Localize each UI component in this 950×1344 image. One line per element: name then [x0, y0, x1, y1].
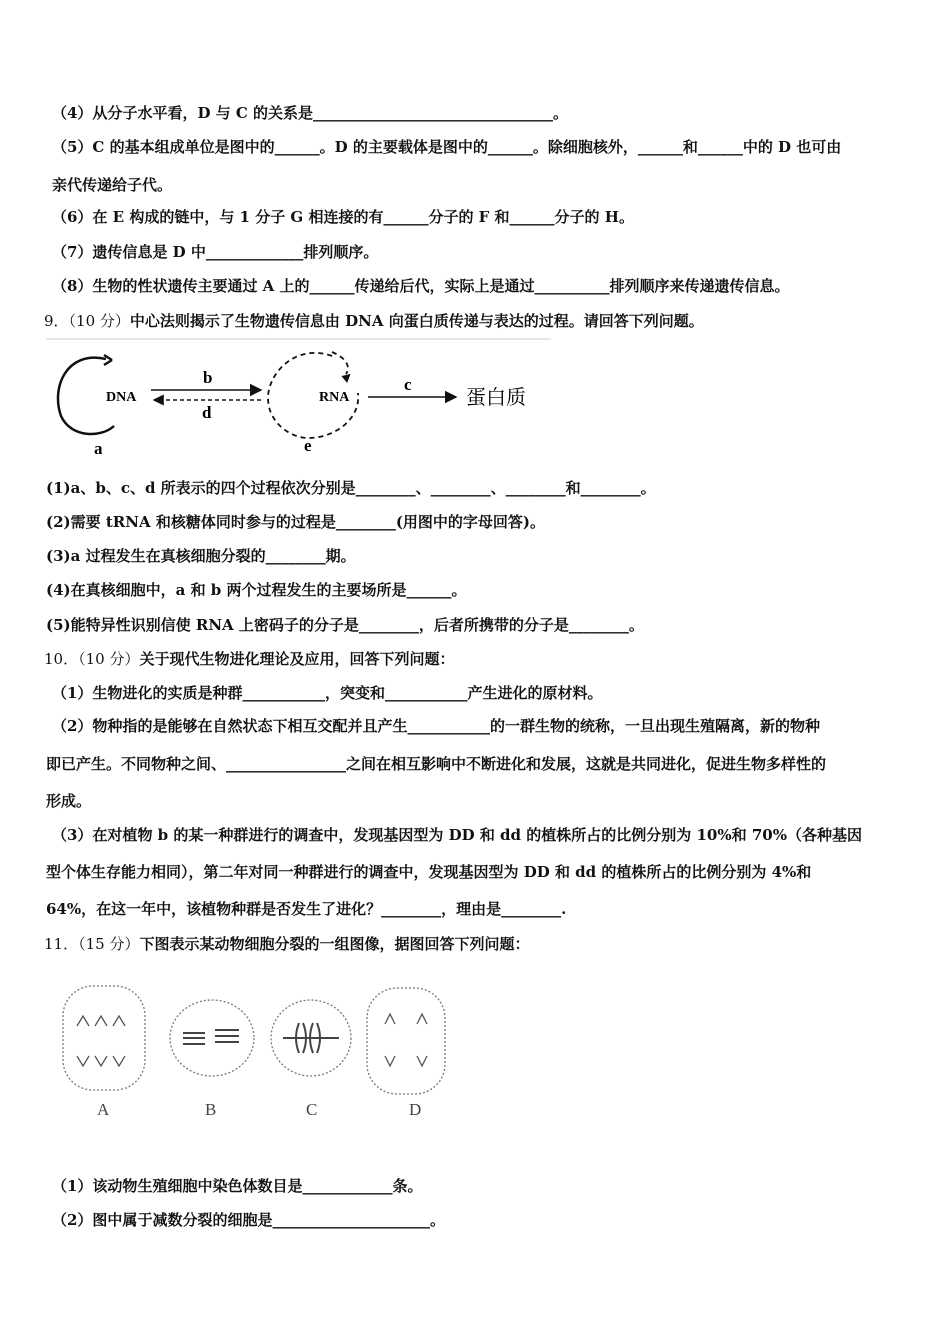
dna-label: DNA	[106, 390, 137, 405]
q11-stem-text: 下图表示某动物细胞分裂的一组图像，据图回答下列问题：	[139, 935, 530, 953]
cell-label-a: A	[97, 1100, 110, 1119]
cell-d-chromosomes	[385, 1014, 427, 1066]
q8-sub5-cont: 亲代传递给子代。	[52, 176, 173, 194]
q10-sub3-end: 64%，在这一年中，该植物种群是否发生了进化？________，理由是________.	[46, 900, 567, 918]
q10-sub3-cont: 型个体生存能力相同），第二年对同一种群进行的调查中，发现基因型为 DD 和 dd 的植株所占的比例分别为 4%和	[46, 863, 812, 881]
q9-stem-text: 中心法则揭示了生物遗传信息由 DNA 向蛋白质传递与表达的过程。请回答下列问题。	[129, 312, 704, 330]
q10-sub2-end: 形成。	[46, 792, 92, 810]
cell-division-figure	[55, 978, 475, 1128]
q10-stem	[44, 649, 454, 669]
protein-label: 蛋白质	[466, 387, 526, 409]
q9-sub2: (2)需要 tRNA 和核糖体同时参与的过程是________(用图中的字母回答)。	[46, 513, 546, 531]
label-e: e	[304, 436, 312, 455]
q11-sub2: （2）图中属于减数分裂的细胞是_____________________。	[52, 1211, 445, 1229]
label-c: c	[404, 375, 412, 394]
cell-label-b: B	[205, 1100, 217, 1119]
q8-sub7: （7）遗传信息是 D 中_____________排列顺序。	[52, 243, 379, 261]
cell-label-c: C	[306, 1100, 318, 1119]
q9-number: 9．（10 分）	[44, 312, 130, 330]
cell-d-membrane	[367, 988, 445, 1094]
q10-sub2: （2）物种指的是能够在自然状态下相互交配并且产生___________的一群生物的统称，一旦出现生殖隔离，新的物种	[52, 717, 820, 735]
cell-a-chromosomes	[77, 1016, 125, 1066]
central-dogma-diagram	[46, 338, 556, 463]
q10-sub2-cont: 即已产生。不同物种之间、________________之间在相互影响中不断进化和发展，这就是共同进化，促进生物多样性的	[46, 755, 827, 773]
cell-label-d: D	[409, 1100, 422, 1119]
q8-sub6: （6）在 E 构成的链中，与 1 分子 G 相连接的有______分子的 F 和______分子的 H。	[52, 208, 634, 226]
cell-b-membrane	[170, 1000, 254, 1076]
cell-c-chromosomes	[283, 1023, 339, 1053]
label-d: d	[202, 403, 212, 422]
q10-stem-text: 关于现代生物进化理论及应用，回答下列问题：	[139, 650, 455, 668]
rna-label: RNA	[319, 390, 350, 405]
rna-replication-arrowhead	[342, 374, 350, 382]
q9-sub1: (1)a、b、c、d 所表示的四个过程依次分别是________、________、________和________。	[46, 479, 656, 497]
q8-sub8: （8）生物的性状遗传主要通过 A 上的______传递给后代，实际上是通过__________排列顺序来传递遗传信息。	[52, 277, 790, 295]
label-b: b	[203, 368, 213, 387]
q11-stem	[44, 934, 529, 954]
q10-sub1: （1）生物进化的实质是种群___________，突变和___________产生进化的原材料。	[52, 684, 603, 702]
q11-number: 11．（15 分）	[44, 935, 140, 953]
q9-sub5: (5)能特异性识别信使 RNA 上密码子的分子是________，后者所携带的分子是________。	[46, 616, 644, 634]
q9-sub3: (3)a 过程发生在真核细胞分裂的________期。	[46, 547, 356, 565]
q10-number: 10．（10 分）	[44, 650, 140, 668]
q11-sub1: （1）该动物生殖细胞中染色体数目是____________条。	[52, 1177, 423, 1195]
q9-sub4: (4)在真核细胞中，a 和 b 两个过程发生的主要场所是______。	[46, 581, 467, 599]
cell-a-membrane	[63, 986, 145, 1090]
q8-sub5: （5）C 的基本组成单位是图中的______。D 的主要载体是图中的______。除细胞核外，______和______中的 D 也可由	[52, 138, 842, 156]
q9-stem	[44, 311, 704, 331]
cell-b-chromosomes	[183, 1030, 239, 1044]
rna-replication-loop-top	[332, 352, 348, 374]
label-a: a	[94, 439, 103, 458]
q10-sub3: （3）在对植物 b 的某一种群进行的调查中，发现基因型为 DD 和 dd 的植株所占的比例分别为 10%和 70%（各种基因	[52, 826, 862, 844]
q8-sub4: （4）从分子水平看，D 与 C 的关系是________________________________。	[52, 104, 569, 122]
